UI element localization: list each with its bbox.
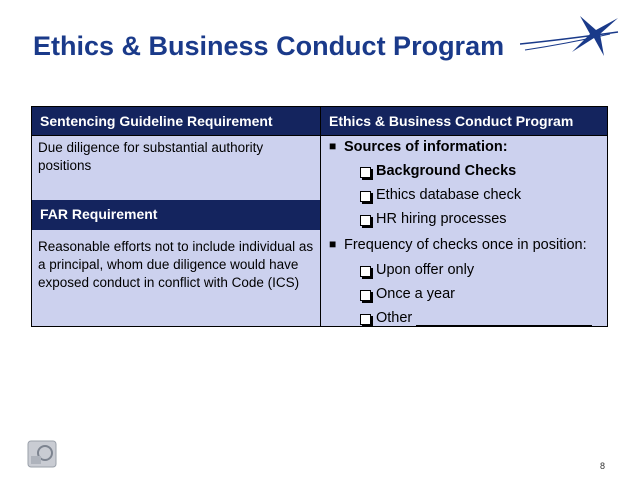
far-requirement-header: FAR Requirement [32, 200, 320, 230]
sources-item [329, 139, 508, 155]
checkbox-icon [360, 314, 371, 325]
checklist-item [360, 262, 474, 278]
page-number: 8 [600, 461, 606, 471]
checklist-label: Upon offer only [376, 262, 475, 278]
fill-in-blank-line [416, 311, 592, 326]
frequency-heading: Frequency of checks once in position: [344, 237, 587, 253]
checklist-label: HR hiring processes [376, 211, 507, 227]
checklist-label: Other [376, 310, 413, 326]
checklist-item [360, 286, 455, 302]
checklist-item [360, 310, 592, 326]
frequency-item [329, 237, 587, 253]
checkbox-icon [360, 290, 371, 301]
corner-logo-icon [27, 440, 57, 468]
star-logo-icon [520, 4, 620, 64]
right-column-header: Ethics & Business Conduct Program [321, 107, 607, 135]
checkbox-icon [360, 191, 371, 202]
checklist-label: Background Checks [376, 163, 517, 179]
reasonable-efforts-text: Reasonable efforts not to include individual as a principal, whom due diligence would have exposed conduct in conflict with Code (ICS) [38, 239, 314, 290]
checklist-item [360, 211, 507, 227]
square-bullet-icon: ■ [329, 237, 337, 251]
checkbox-icon [360, 215, 371, 226]
checkbox-icon [360, 167, 371, 178]
left-column-header: Sentencing Guideline Requirement [32, 107, 320, 135]
checkbox-icon [360, 266, 371, 277]
due-diligence-text: Due diligence for substantial authority positions [38, 140, 264, 173]
sources-heading: Sources of information: [344, 139, 508, 155]
checklist-item [360, 163, 516, 179]
checklist-label: Once a year [376, 286, 455, 302]
slide-title: Ethics & Business Conduct Program [33, 31, 505, 61]
requirements-table [31, 106, 608, 327]
column-divider [320, 107, 321, 326]
checklist-label: Ethics database check [376, 187, 522, 203]
square-bullet-icon: ■ [329, 139, 337, 153]
checklist-item [360, 187, 521, 203]
